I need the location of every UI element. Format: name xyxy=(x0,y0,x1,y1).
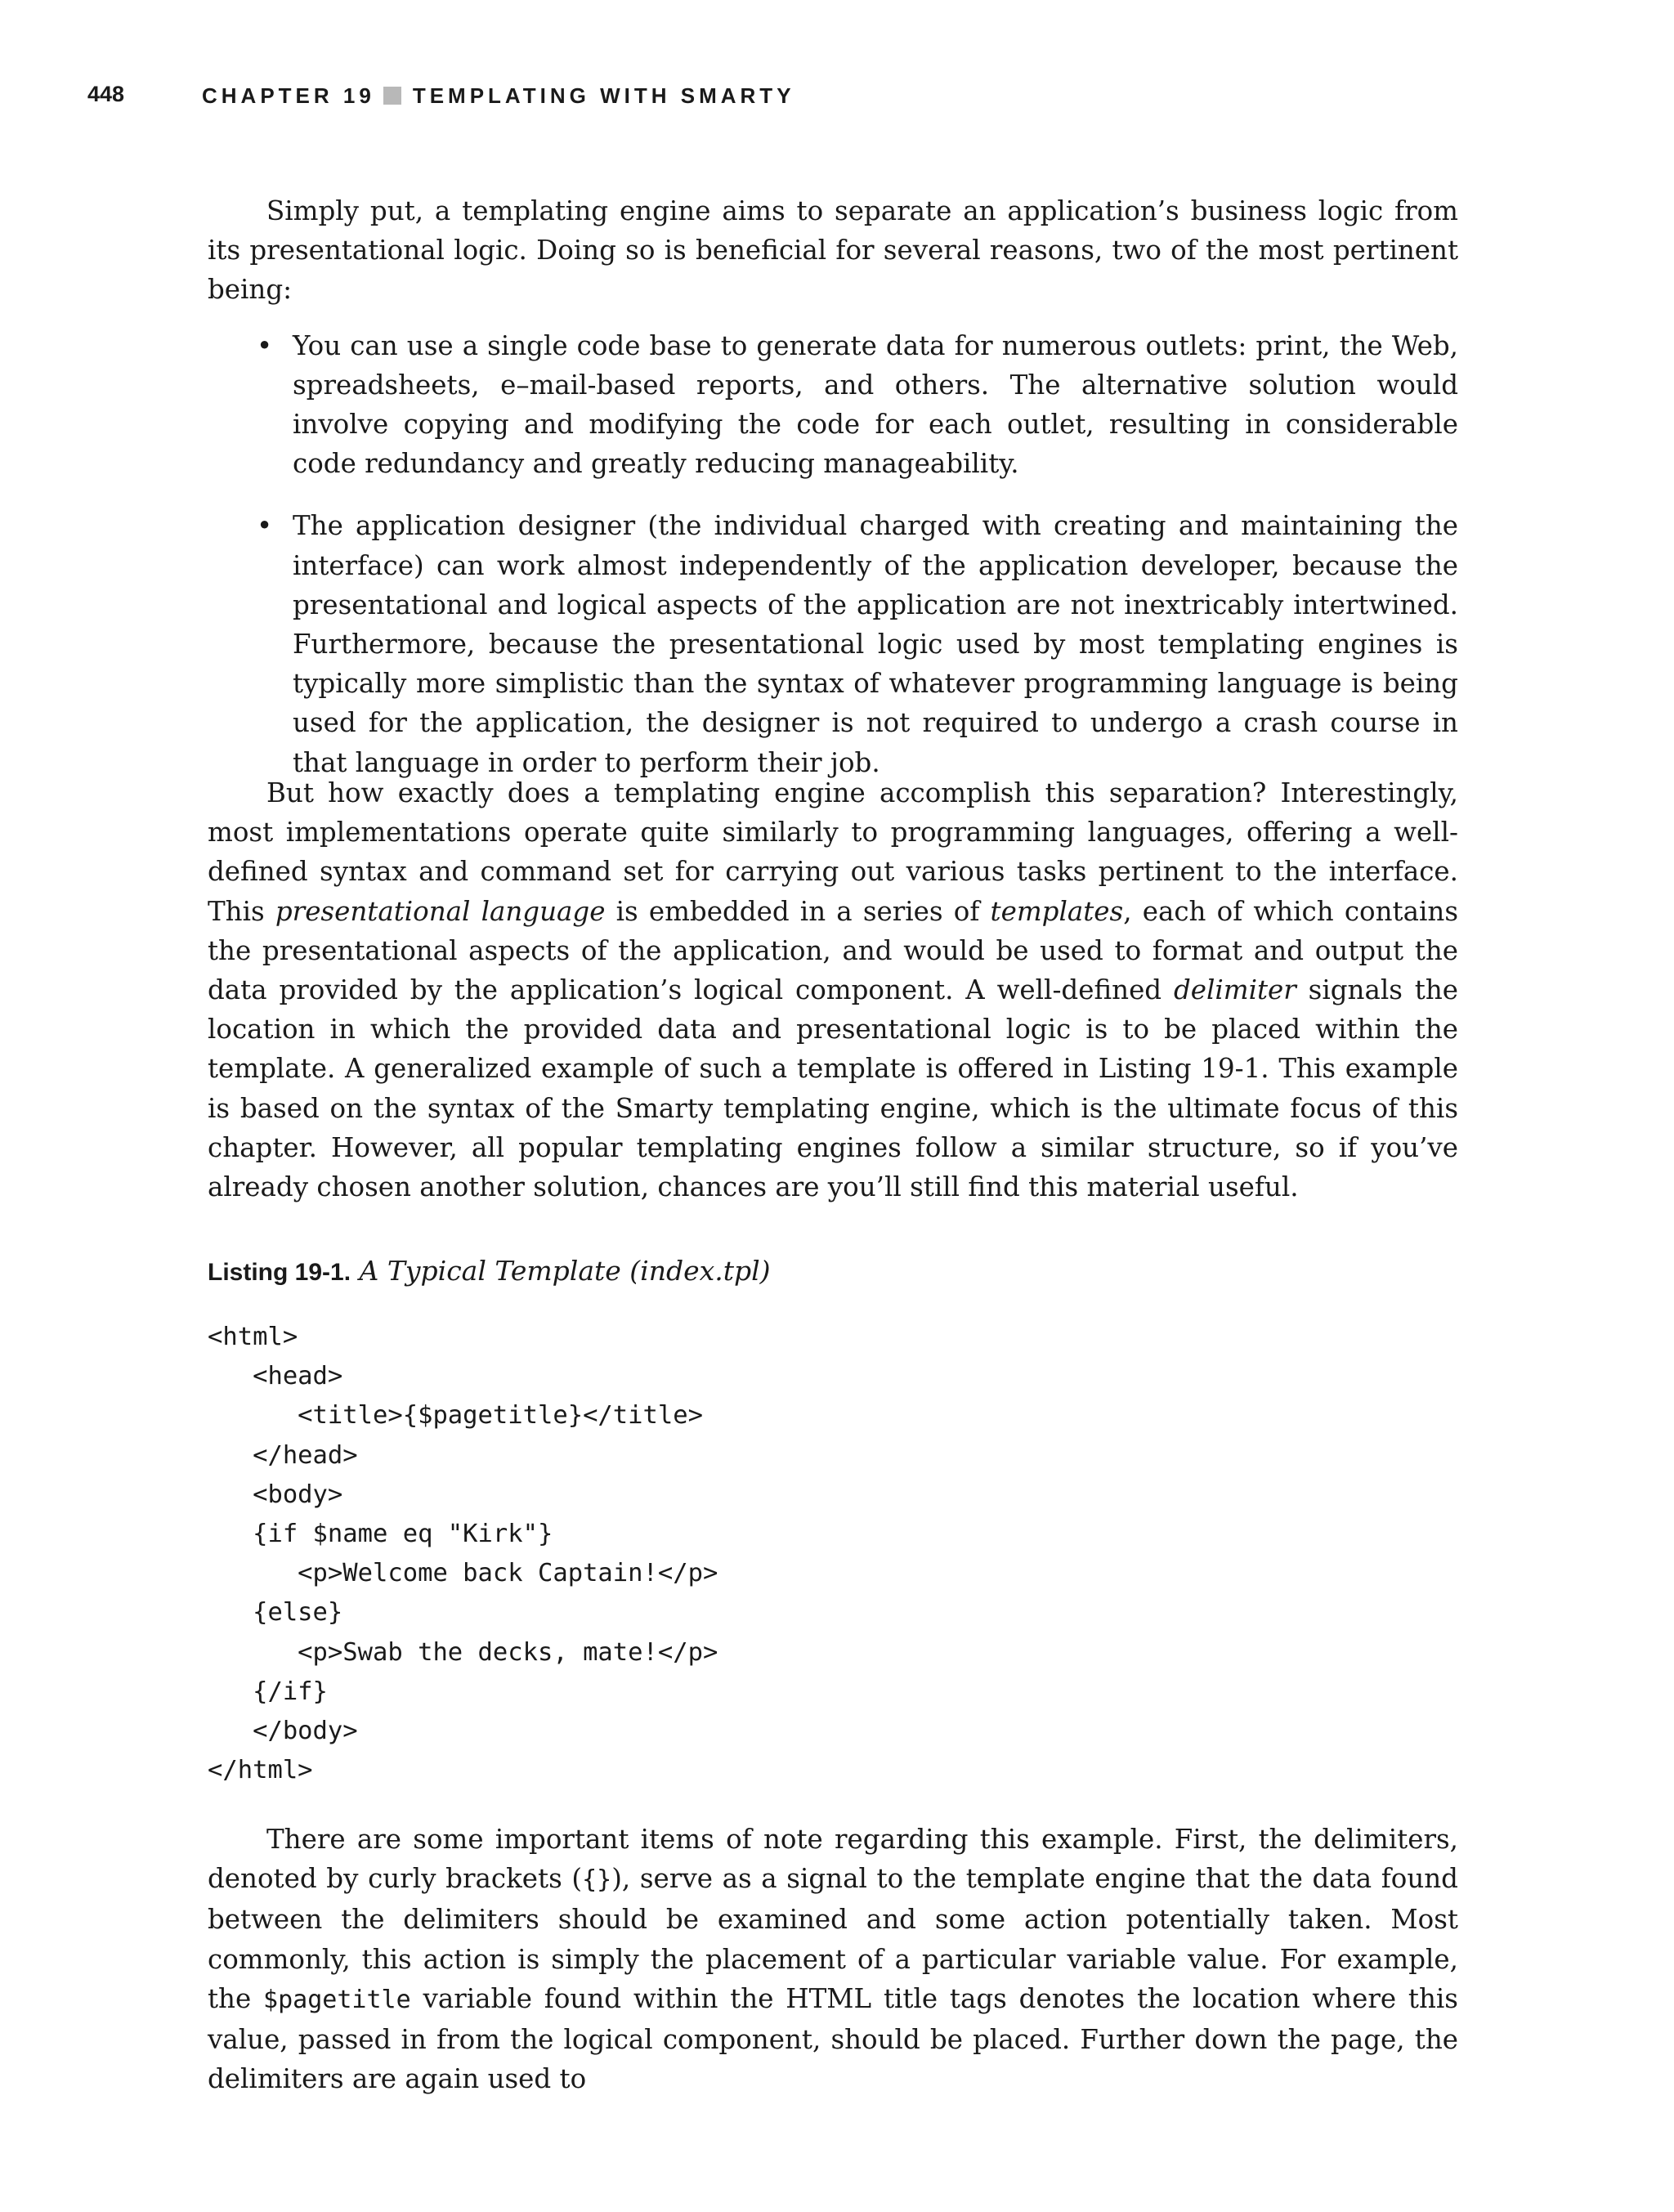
term-presentational-language: presentational language xyxy=(275,895,606,927)
notes-paragraph xyxy=(208,1820,1458,2098)
bullet-marker: • xyxy=(257,510,273,542)
inline-code-pagetitle: $pagetitle xyxy=(263,1985,411,2014)
text-run: , each of which contains the presentational aspects of the application, and would be used to format and output the data provided by the application’s logical component. A well-defined xyxy=(208,895,1458,1006)
intro-paragraph: Simply put, a templating engine aims to separate an application’s business logic from its presentational logic. Doing so is beneficial for several reasons, two of the most pertinent being: xyxy=(208,195,1458,306)
page-number: 448 xyxy=(87,82,125,106)
list-item xyxy=(208,326,1458,484)
bullet-list xyxy=(208,326,1458,782)
running-head xyxy=(202,83,795,109)
bullet-marker: • xyxy=(257,329,273,361)
text-run: ), serve as a signal to the template engine that the data found between the delimiters should be examined and some action potentially taken. Most commonly, this action is simply the placement of a particular variable value. For example, the xyxy=(208,1863,1458,2014)
chapter-label: CHAPTER 19 xyxy=(202,83,375,108)
intro-section xyxy=(208,191,1458,782)
text-run: is embedded in a series of xyxy=(605,895,991,927)
listing-label: Listing 19-1. xyxy=(208,1259,351,1286)
list-item xyxy=(208,506,1458,781)
notes-section xyxy=(208,1820,1458,2098)
text-run: signals the location in which the provided data and presentational logic is to be placed within the template. A generalized example of such a template is offered in Listing 19-1. This example is based on the syntax of the Smarty templating engine, which is the ultimate focus of this chapter. However, all popular templating engines follow a similar structure, so if you’ve already chosen another solution, chances are you’ll still find this material useful. xyxy=(208,974,1458,1203)
running-header xyxy=(0,82,1674,114)
code-listing: <html> <head> <title>{$pagetitle}</title> </head> <body> {if $name eq "Kirk"} <p>Welcome back Captain!</p> {else} <p>Swab the decks, mate!</p> {/if} </body> </html> xyxy=(208,1323,718,1785)
text-run: variable found within the HTML title tags denotes the location where this value, passed in from the logical component, should be placed. Further down the page, the delimiters are again used to xyxy=(208,1982,1458,2095)
listing-title: A Typical Template (index.tpl) xyxy=(359,1255,771,1287)
separation-section xyxy=(208,773,1458,1207)
chapter-title: TEMPLATING WITH SMARTY xyxy=(412,83,795,108)
bullet-text: The application designer (the individual charged with creating and maintaining the interface) can work almost independently of the application developer, because the presentational and logical aspects of the application are not inextricably intertwined. Furthermore, because the presentational logic used by most templating engines is typically more simplistic than the syntax of whatever programming language is being used for the application, the designer is not required to undergo a crash course in that language in order to perform their job. xyxy=(293,510,1458,778)
term-templates: templates xyxy=(990,895,1124,927)
text-run: But how exactly does a templating engine accomplish this separation? Interestingly, most implementations operate quite similarly to programming languages, offering a well-defined syntax and command set for carrying out various tasks pertinent to the interface. This xyxy=(208,777,1458,927)
listing-caption xyxy=(208,1255,771,1287)
separator-square-icon xyxy=(383,87,401,105)
text-run: There are some important items of note regarding this example. First, the delimiters, denoted by curly brackets ( xyxy=(208,1824,1458,1895)
separation-paragraph xyxy=(208,773,1458,1207)
term-delimiter: delimiter xyxy=(1173,974,1296,1006)
bullet-text: You can use a single code base to generate data for numerous outlets: print, the Web, spreadsheets, e–mail-based reports, and others. The alternative solution would involve copying and modifying the code for each outlet, resulting in considerable code redundancy and greatly reducing manageability. xyxy=(293,329,1458,480)
inline-code-brackets: {} xyxy=(582,1865,612,1895)
